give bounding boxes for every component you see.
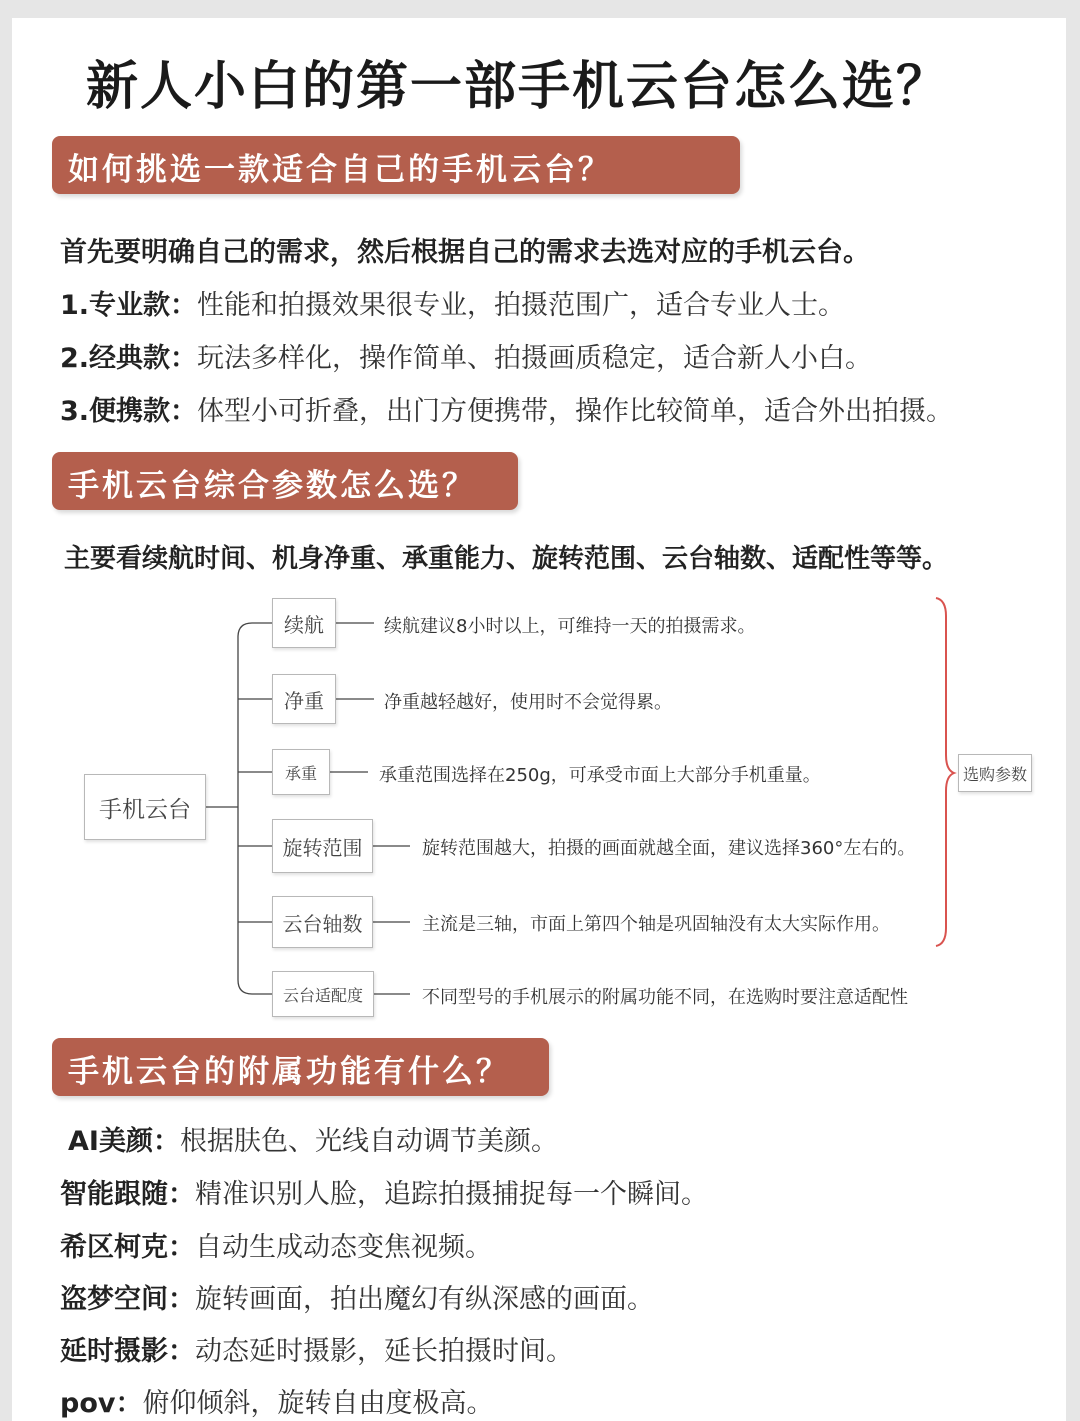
item-label: 2.经典款： <box>60 343 198 374</box>
item-label: 3.便携款： <box>60 396 198 427</box>
item-text: 性能和拍摄效果很专业，拍摄范围广，适合专业人士。 <box>197 290 846 321</box>
item-text: 自动生成动态变焦视频。 <box>195 1232 492 1263</box>
diagram-summary-node: 选购参数 <box>958 754 1032 792</box>
diagram-root-node: 手机云台 <box>84 774 206 840</box>
diagram-node-desc: 净重越轻越好，使用时不会觉得累。 <box>384 692 672 713</box>
item-label: AI美颜： <box>68 1126 180 1157</box>
section2-heading: 手机云台综合参数怎么选？ <box>68 468 476 504</box>
section3-banner <box>52 1038 549 1096</box>
diagram-node: 云台适配度 <box>272 971 374 1017</box>
item-text: 根据肤色、光线自动调节美颜。 <box>179 1126 558 1157</box>
list-item <box>68 1119 558 1158</box>
diagram-node: 净重 <box>272 674 336 724</box>
diagram-node-desc: 旋转范围越大，拍摄的画面就越全面，建议选择360°左右的。 <box>422 838 916 859</box>
list-item <box>60 1329 573 1368</box>
item-label: 盗梦空间： <box>60 1284 195 1315</box>
list-item <box>60 1225 492 1264</box>
list-item <box>60 1277 654 1316</box>
diagram-node: 旋转范围 <box>272 819 373 873</box>
diagram-node-desc: 承重范围选择在250g，可承受市面上大部分手机重量。 <box>379 765 821 786</box>
item-text: 动态延时摄影，延长拍摄时间。 <box>195 1336 573 1367</box>
item-label: 希区柯克： <box>60 1232 195 1263</box>
diagram-node: 云台轴数 <box>272 896 373 948</box>
diagram-node: 承重 <box>272 749 330 795</box>
brace-shape <box>936 598 954 946</box>
item-label: pov： <box>60 1388 143 1419</box>
diagram-node: 续航 <box>272 598 336 648</box>
list-item <box>60 1381 493 1420</box>
diagram-node-desc: 续航建议8小时以上，可维持一天的拍摄需求。 <box>384 616 756 637</box>
section2-intro: 主要看续航时间、机身净重、承重能力、旋转范围、云台轴数、适配性等等。 <box>64 544 949 574</box>
item-text: 精准识别人脸，追踪拍摄捕捉每一个瞬间。 <box>195 1179 708 1210</box>
item-label: 智能跟随： <box>60 1179 195 1210</box>
section1-heading: 如何挑选一款适合自己的手机云台？ <box>68 152 612 188</box>
item-text: 体型小可折叠，出门方便携带，操作比较简单，适合外出拍摄。 <box>197 396 954 427</box>
item-text: 旋转画面，拍出魔幻有纵深感的画面。 <box>195 1284 654 1315</box>
item-label: 延时摄影： <box>60 1336 195 1367</box>
section3-heading: 手机云台的附属功能有什么？ <box>68 1054 510 1090</box>
item-text: 玩法多样化，操作简单、拍摄画质稳定，适合新人小白。 <box>197 343 873 374</box>
diagram-node-desc: 不同型号的手机展示的附属功能不同，在选购时要注意适配性 <box>422 987 908 1008</box>
item-label: 1.专业款： <box>60 290 198 321</box>
item-text: 俯仰倾斜，旋转自由度极高。 <box>142 1388 494 1419</box>
list-item <box>60 1172 708 1211</box>
section1-intro: 首先要明确自己的需求，然后根据自己的需求去选对应的手机云台。 <box>60 237 870 268</box>
page-title: 新人小白的第一部手机云台怎么选？ <box>86 57 951 117</box>
diagram-node-desc: 主流是三轴，市面上第四个轴是巩固轴没有太大实际作用。 <box>422 914 890 935</box>
